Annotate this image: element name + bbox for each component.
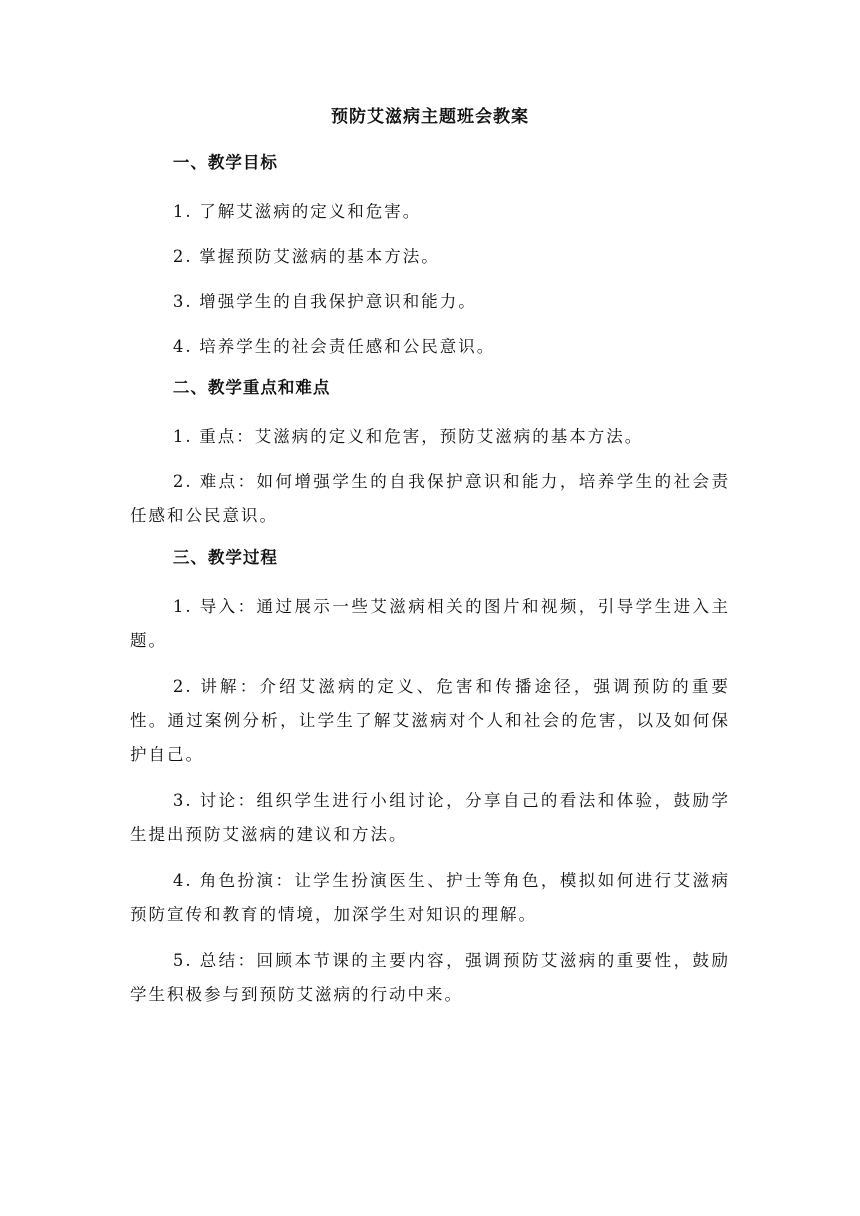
item-text: 导入：通过展示一些艾滋病相关的图片和视频，引导学生进入主题。 (130, 597, 730, 650)
item-number: 2. (172, 472, 193, 491)
list-item (130, 670, 730, 772)
item-number: 2. (172, 677, 193, 696)
list-item (130, 240, 730, 274)
document-title: 预防艾滋病主题班会教案 (331, 107, 529, 127)
item-number: 4. (172, 337, 193, 356)
list-item (130, 195, 730, 229)
item-number: 3. (172, 791, 193, 810)
document-page (130, 104, 730, 1024)
item-number: 3. (172, 292, 193, 311)
item-text: 增强学生的自我保护意识和能力。 (199, 292, 477, 311)
list-item (130, 420, 730, 454)
item-number: 1. (172, 202, 193, 221)
item-text: 讲解：介绍艾滋病的定义、危害和传播途径，强调预防的重要性。通过案例分析，让学生了解艾滋病对个人和社会的危害，以及如何保护自己。 (130, 677, 730, 764)
item-text: 掌握预防艾滋病的基本方法。 (199, 247, 440, 266)
item-text: 角色扮演：让学生扮演医生、护士等角色，模拟如何进行艾滋病预防宣传和教育的情境，加深学生对知识的理解。 (130, 871, 730, 924)
section-heading-key-points: 二、教学重点和难点 (172, 378, 331, 397)
item-number: 1. (172, 597, 193, 616)
list-item (130, 864, 730, 932)
item-text: 了解艾滋病的定义和危害。 (199, 202, 422, 221)
item-text: 讨论：组织学生进行小组讨论，分享自己的看法和体验，鼓励学生提出预防艾滋病的建议和方法。 (130, 791, 730, 844)
list-item (130, 944, 730, 1012)
section-heading-process: 三、教学过程 (172, 548, 278, 567)
item-number: 4. (172, 871, 193, 890)
item-text: 培养学生的社会责任感和公民意识。 (199, 337, 496, 356)
list-item (130, 465, 730, 533)
item-text: 难点：如何增强学生的自我保护意识和能力，培养学生的社会责任感和公民意识。 (130, 472, 730, 525)
list-item (130, 285, 730, 319)
list-item (130, 330, 730, 364)
item-text: 总结：回顾本节课的主要内容，强调预防艾滋病的重要性，鼓励学生积极参与到预防艾滋病的行动中来。 (130, 951, 730, 1004)
item-number: 2. (172, 247, 193, 266)
item-number: 5. (172, 951, 193, 970)
section-heading-objectives: 一、教学目标 (172, 153, 278, 172)
list-item (130, 784, 730, 852)
list-item (130, 590, 730, 658)
item-number: 1. (172, 427, 193, 446)
item-text: 重点：艾滋病的定义和危害，预防艾滋病的基本方法。 (199, 427, 644, 446)
